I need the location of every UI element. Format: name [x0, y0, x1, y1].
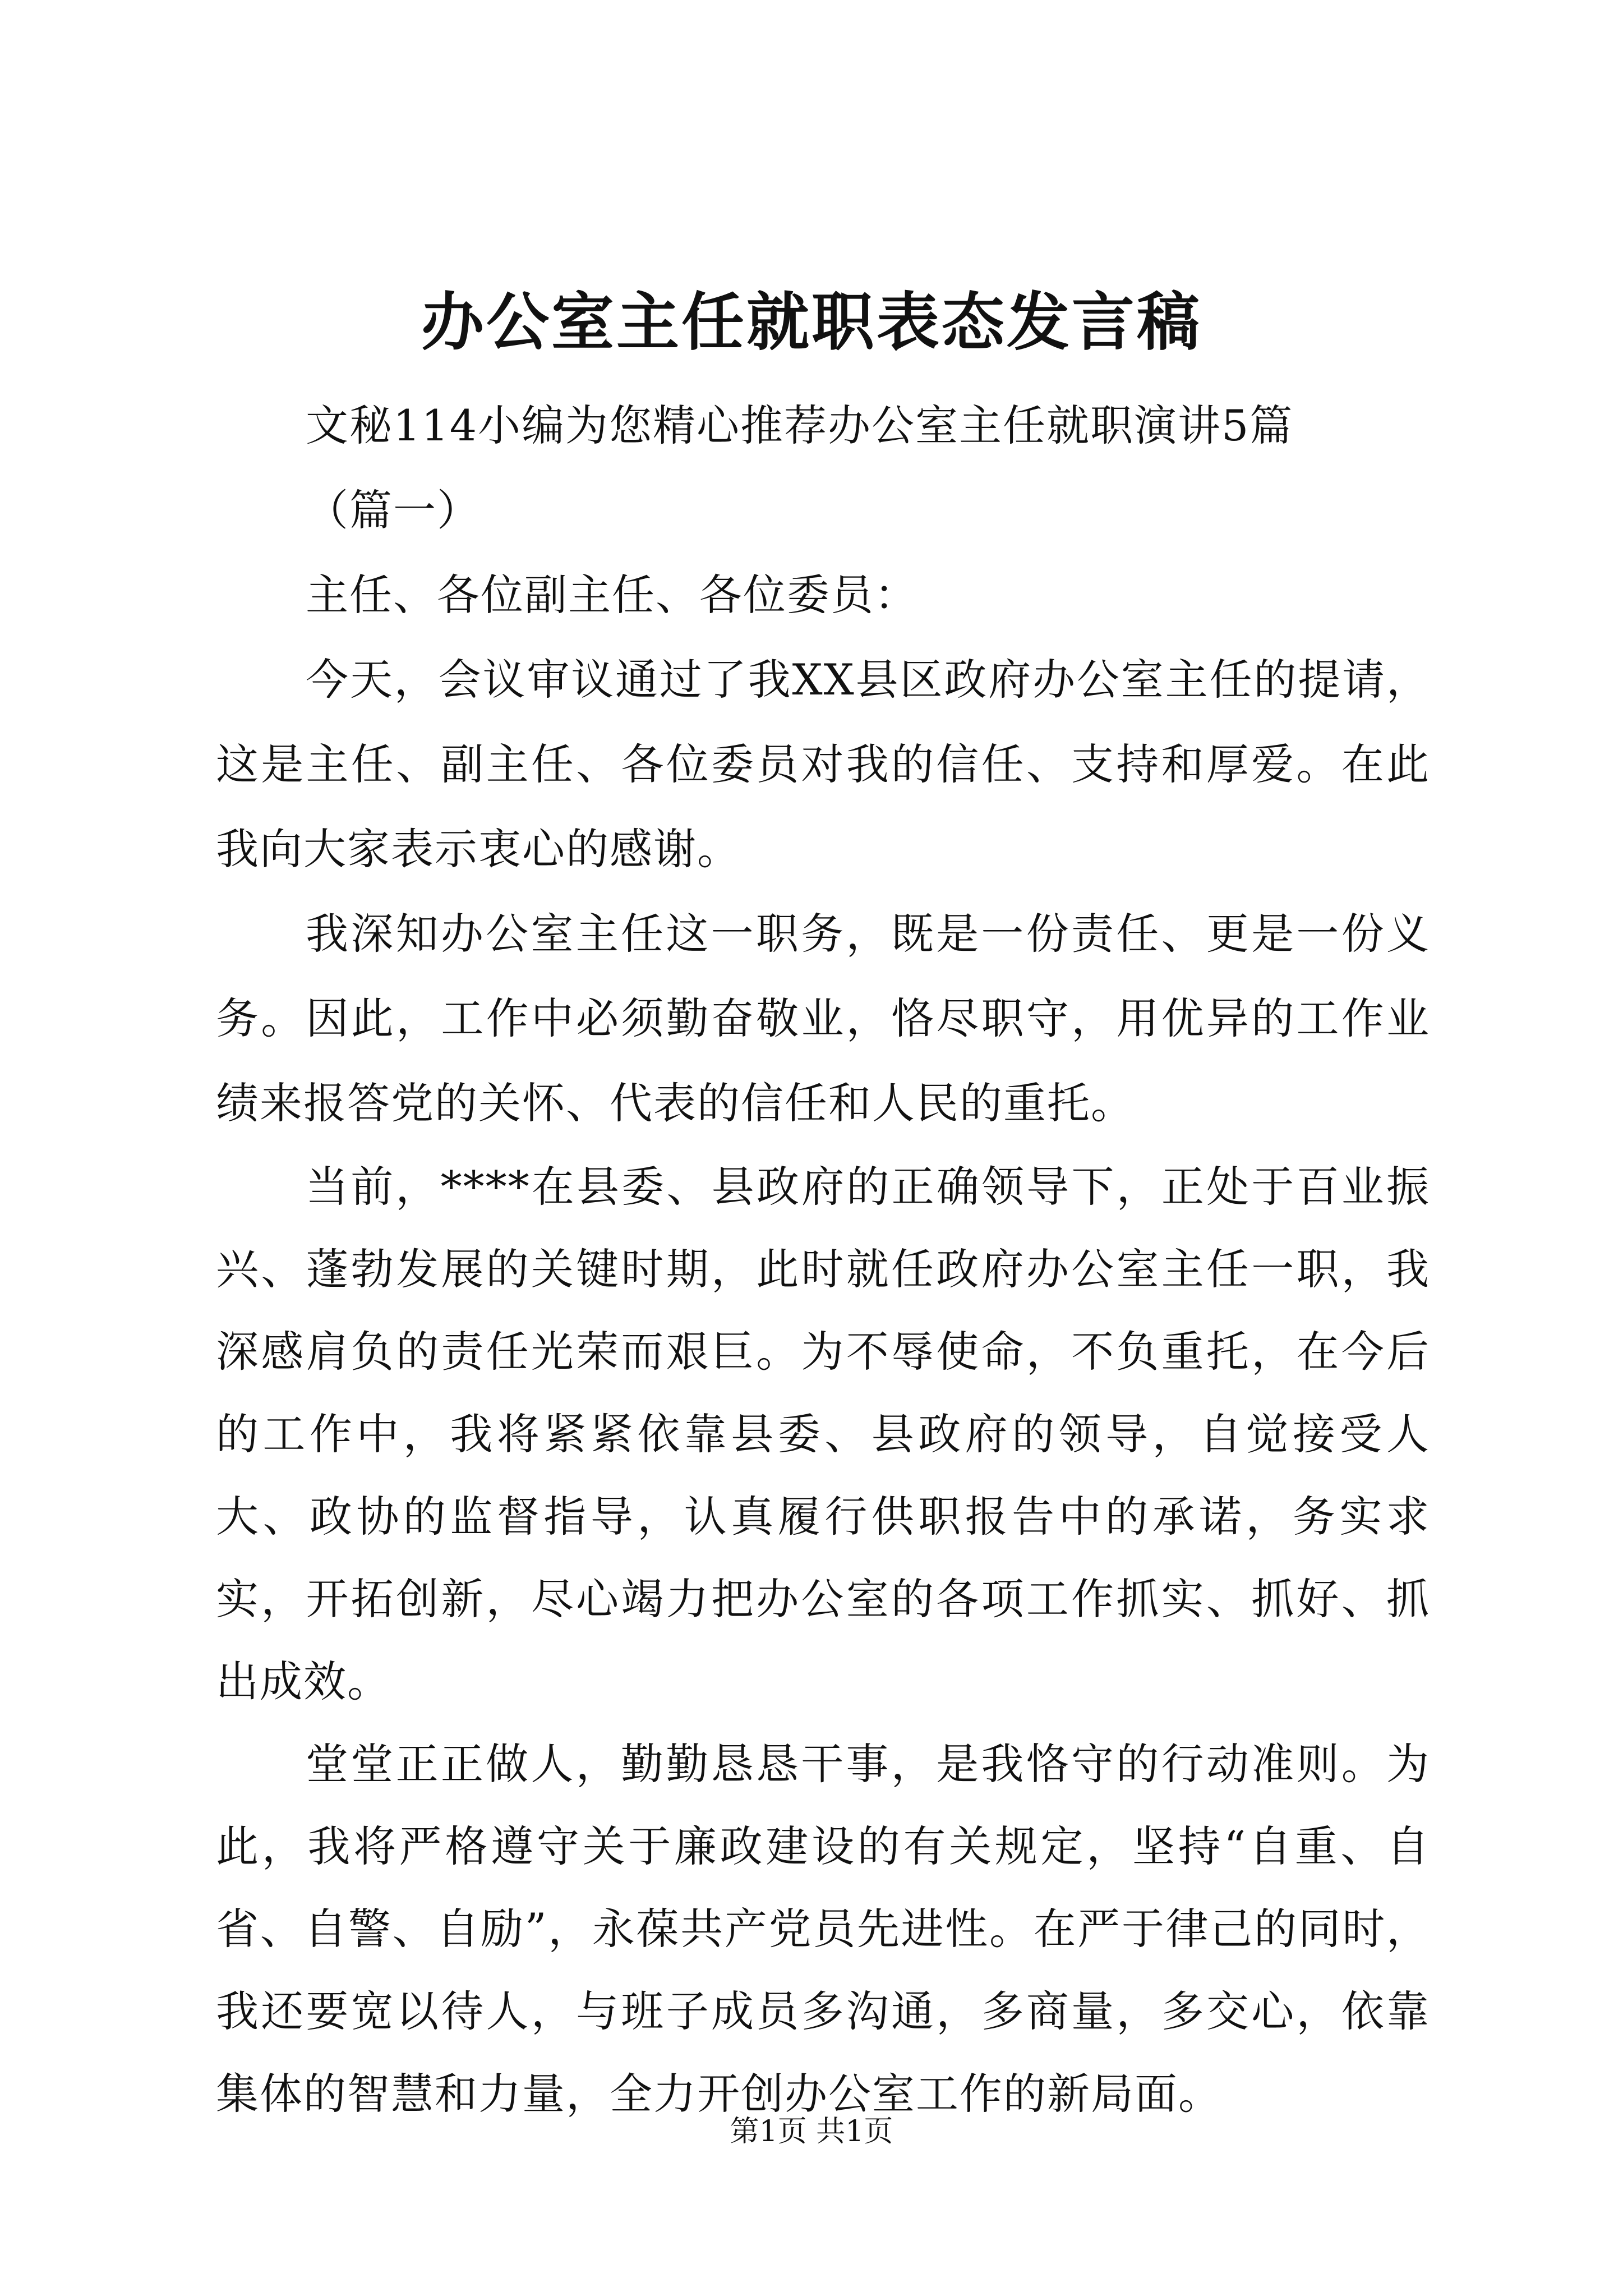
- body-paragraph-3: 当前，****在县委、县政府的正确领导下，正处于百业振兴、蓬勃发展的关键时期，此时就任政府办公室主任一职，我深感肩负的责任光荣而艰巨。为不辱使命，不负重托，在今后的工作中，我将紧紧依靠县委、县政府的领导，自觉接受人大、政协的监督指导，认真履行供职报告中的承诺，务实求实，开拓创新，尽心竭力把办公室的各项工作抓实、抓好、抓出成效。: [216, 1162, 1430, 1706]
- body-paragraph-4: 堂堂正正做人，勤勤恳恳干事，是我恪守的行动准则。为此，我将严格遵守关于廉政建设的有关规定，坚持“自重、自省、自警、自励”，永葆共产党员先进性。在严于律己的同时，我还要宽以待人，与班子成员多沟通，多商量，多交心，依靠集体的智慧和力量，全力开创办公室工作的新局面。: [216, 1739, 1430, 2119]
- section-heading: （篇一）: [306, 485, 481, 535]
- body-paragraph-2: 我深知办公室主任这一职务，既是一份责任、更是一份义务。因此，工作中必须勤奋敬业，恪尽职守，用优异的工作业绩来报答党的关怀、代表的信任和人民的重托。: [216, 909, 1430, 1128]
- salutation-paragraph: 主任、各位副主任、各位委员：: [306, 570, 918, 620]
- document-title: 办公室主任就职表态发言稿: [421, 286, 1202, 359]
- document-body: [216, 383, 1430, 2135]
- page-footer: 第1页 共1页: [730, 2115, 893, 2148]
- intro-paragraph: 文秘114小编为您精心推荐办公室主任就职演讲5篇: [306, 401, 1294, 450]
- body-paragraph-1: 今天，会议审议通过了我XX县区政府办公室主任的提请，这是主任、副主任、各位委员对我的信任、支持和厚爱。在此我向大家表示衷心的感谢。: [216, 655, 1430, 874]
